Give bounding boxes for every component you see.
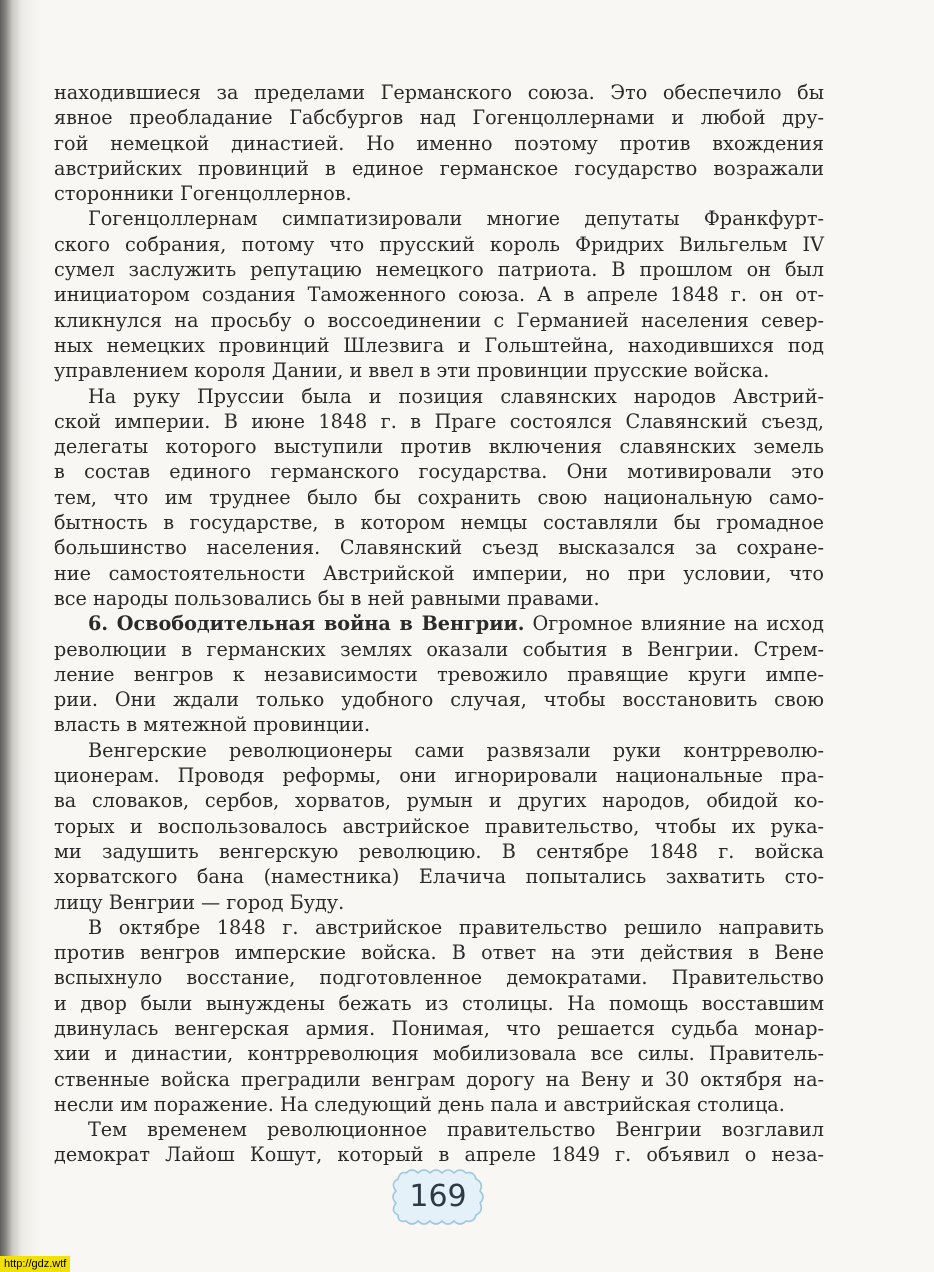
text-line: кликнулся на просьбу о воссоединении с Германией населения север- [54, 308, 824, 332]
text-line: ных немецких провинций Шлезвига и Гольштейна, находившихся под [54, 333, 824, 357]
text-line: хии и династии, контрреволюция мобилизовала все силы. Правитель- [54, 1042, 824, 1066]
text-line: В октябре 1848 г. австрийское правительство решило направить [88, 915, 824, 939]
text-line: двинулась венгерская армия. Понимая, что решается судьба монар- [54, 1016, 824, 1040]
text-line: и двор были вынуждены бежать из столицы. На помощь восставшим [54, 991, 824, 1015]
text-line: Тем временем революционное правительство Венгрии возглавил [88, 1118, 824, 1142]
text-line: находившиеся за пределами Германского союза. Это обеспечило бы [54, 81, 824, 104]
paragraph [54, 611, 824, 737]
paragraph [54, 80, 824, 206]
text-line: управлением короля Дании, и ввел в эти провинции прусские войска. [54, 359, 770, 383]
page-number-badge [388, 1165, 488, 1229]
text-line: ми задушить венгерскую революцию. В сентябре 1848 г. войска [54, 839, 824, 863]
paragraph [54, 384, 824, 612]
text-line: гой немецкой династией. Но именно поэтому против вхождения [54, 131, 824, 155]
text-line: тем, что им труднее было бы сохранить свою национальную само- [54, 485, 824, 509]
text-line: явное преобладание Габсбургов над Гогенцоллернами и любой дру- [54, 106, 824, 130]
text-line: ционерам. Проводя реформы, они игнорировали национальные пра- [54, 764, 824, 788]
paragraph [54, 1117, 824, 1168]
text-line: ской империи. В июне 1848 г. в Праге состоялся Славянский съезд, [54, 409, 824, 433]
text-line [54, 611, 824, 636]
text-line: лицу Венгрии — город Буду. [54, 890, 345, 914]
text-line: несли им поражение. На следующий день пала и австрийская столица. [54, 1092, 785, 1116]
text-line: ственные войска преградили венграм дорогу на Вену и 30 октября на- [54, 1067, 824, 1091]
text-line: хорватского бана (наместника) Елачича попытались захватить сто- [54, 865, 824, 889]
page-number: 169 [409, 1179, 467, 1214]
text-line: в состав единого германского государства. Они мотивировали это [54, 460, 824, 484]
text-line: ского собрания, потому что прусский король Фридрих Вильгельм IV [54, 232, 824, 256]
text-line: сторонники Гогенцоллернов. [54, 182, 352, 206]
watermark-url[interactable]: http://gdz.wtf [0, 1256, 70, 1272]
text-line: демократ Лайош Кошут, который в апреле 1849 г. объявил о неза- [54, 1143, 824, 1167]
text-line: делегаты которого выступили против включения славянских земель [54, 435, 824, 459]
paragraph [54, 206, 824, 383]
text-line: инициатором создания Таможенного союза. А в апреле 1848 г. он от- [54, 283, 824, 307]
text-line: Гогенцоллернам симпатизировали многие депутаты Франкфурт- [88, 207, 824, 231]
body-text [54, 80, 824, 1168]
text-line: вспыхнуло восстание, подготовленное демократами. Правительство [54, 966, 824, 990]
paragraph [54, 915, 824, 1117]
heading-line-rest: Огромное влияние на исход [524, 612, 824, 636]
text-line: Венгерские революционеры сами развязали руки контрреволю- [88, 738, 824, 762]
text-line: ва словаков, сербов, хорватов, румын и других народов, обидой ко- [54, 789, 824, 813]
text-line: ление венгров к независимости тревожило правящие круги импе- [54, 662, 824, 686]
text-line: власть в мятежной провинции. [54, 713, 371, 737]
text-line: революции в германских землях оказали события в Венгрии. Стрем- [54, 637, 824, 661]
text-line: все народы пользовались бы в ней равными правами. [54, 586, 600, 610]
text-line: большинство населения. Славянский съезд высказался за сохране- [54, 536, 824, 560]
text-line: австрийских провинций в единое германское государство возражали [54, 156, 824, 180]
text-line: бытность в государстве, в котором немцы составляли бы громадное [54, 511, 824, 535]
text-line: сумел заслужить репутацию немецкого патриота. В прошлом он был [54, 258, 824, 282]
paragraph [54, 738, 824, 915]
text-line: против венгров имперские войска. В ответ на эти действия в Вене [54, 941, 824, 965]
text-line: На руку Пруссии была и позиция славянских народов Австрий- [88, 384, 824, 408]
text-line: ние самостоятельности Австрийской империи, но при условии, что [54, 561, 824, 585]
text-line: торых и воспользовалось австрийское правительство, чтобы их рука- [54, 814, 824, 838]
section-heading: 6. Освободительная война в Венгрии. [88, 612, 525, 636]
text-line: рии. Они ждали только удобного случая, чтобы восстановить свою [54, 688, 824, 712]
